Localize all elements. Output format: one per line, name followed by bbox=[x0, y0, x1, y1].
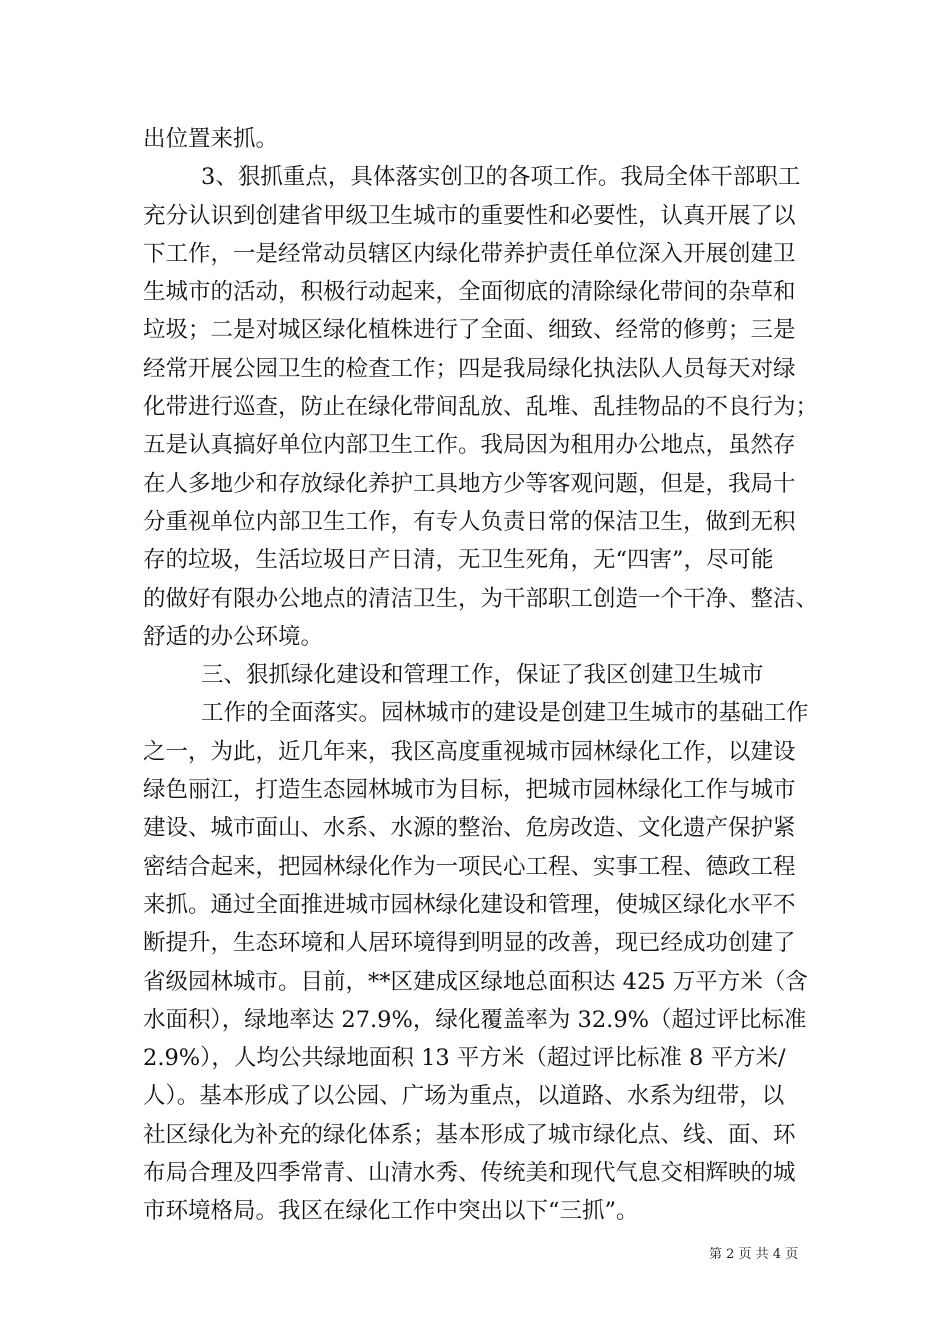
text-line: 2.9%），人均公共绿地面积 13 平方米（超过评比标准 8 平方米/ bbox=[143, 1045, 786, 1072]
text-line: 在人多地少和存放绿化养护工具地方少等客观问题，但是，我局十 bbox=[143, 470, 796, 497]
text-line: 水面积），绿地率达 27.9%，绿化覆盖率为 32.9%（超过评比标准 bbox=[143, 1006, 807, 1033]
text-line: 存的垃圾，生活垃圾日产日清，无卫生死角，无“四害”，尽可能 bbox=[143, 547, 774, 574]
text-line: 出位置来抓。 bbox=[143, 126, 279, 152]
text-line: 断提升，生态环境和人居环境得到明显的改善，现已经成功创建了 bbox=[143, 930, 796, 957]
text-line: 舒适的办公环境。 bbox=[143, 623, 324, 650]
text-line: 绿色丽江，打造生态园林城市为目标，把城市园林绿化工作与城市 bbox=[143, 777, 796, 804]
text-line: 来抓。通过全面推进城市园林绿化建设和管理，使城区绿化水平不 bbox=[143, 891, 796, 918]
text-line: 密结合起来，把园林绿化作为一项民心工程、实事工程、德政工程 bbox=[143, 853, 796, 880]
text-line: 化带进行巡查，防止在绿化带间乱放、乱堆、乱挂物品的不良行为； bbox=[143, 394, 819, 421]
text-line: 垃圾；二是对城区绿化植株进行了全面、细致、经常的修剪；三是 bbox=[143, 317, 796, 344]
text-line: 经常开展公园卫生的检查工作；四是我局绿化执法队人员每天对绿 bbox=[143, 355, 796, 382]
text-line: 市环境格局。我区在绿化工作中突出以下“三抓”。 bbox=[143, 1198, 639, 1225]
text-line: 人）。基本形成了以公园、广场为重点，以道路、水系为纽带，以 bbox=[143, 1083, 785, 1110]
text-line: 充分认识到创建省甲级卫生城市的重要性和必要性，认真开展了以 bbox=[143, 202, 796, 229]
text-line: 五是认真搞好单位内部卫生工作。我局因为租用办公地点，虽然存 bbox=[143, 432, 796, 459]
text-line: 省级园林城市。目前，**区建成区绿地总面积达 425 万平方米（含 bbox=[143, 968, 808, 995]
text-line: 3、狠抓重点，具体落实创卫的各项工作。我局全体干部职工 bbox=[201, 164, 801, 191]
text-line: 生城市的活动，积极行动起来，全面彻底的清除绿化带间的杂草和 bbox=[143, 279, 796, 306]
text-line: 工作的全面落实。园林城市的建设是创建卫生城市的基础工作 bbox=[201, 700, 809, 727]
text-line: 下工作，一是经常动员辖区内绿化带养护责任单位深入开展创建卫 bbox=[143, 240, 796, 267]
text-line: 的做好有限办公地点的清洁卫生，为干部职工创造一个干净、整洁、 bbox=[143, 585, 819, 612]
text-line: 社区绿化为补充的绿化体系；基本形成了城市绿化点、线、面、环 bbox=[143, 1121, 796, 1148]
document-body bbox=[143, 120, 833, 1231]
text-line: 布局合理及四季常青、山清水秀、传统美和现代气息交相辉映的城 bbox=[143, 1160, 796, 1187]
section-heading: 三、狠抓绿化建设和管理工作，保证了我区创建卫生城市 bbox=[201, 662, 764, 689]
text-line: 之一，为此，近几年来，我区高度重视城市园林绿化工作，以建设 bbox=[143, 738, 796, 765]
text-line: 建设、城市面山、水系、水源的整治、危房改造、文化遗产保护紧 bbox=[143, 815, 796, 842]
text-line: 分重视单位内部卫生工作，有专人负责日常的保洁卫生，做到无积 bbox=[143, 508, 796, 535]
page-number-footer: 第 2 页 共 4 页 bbox=[709, 1247, 799, 1262]
